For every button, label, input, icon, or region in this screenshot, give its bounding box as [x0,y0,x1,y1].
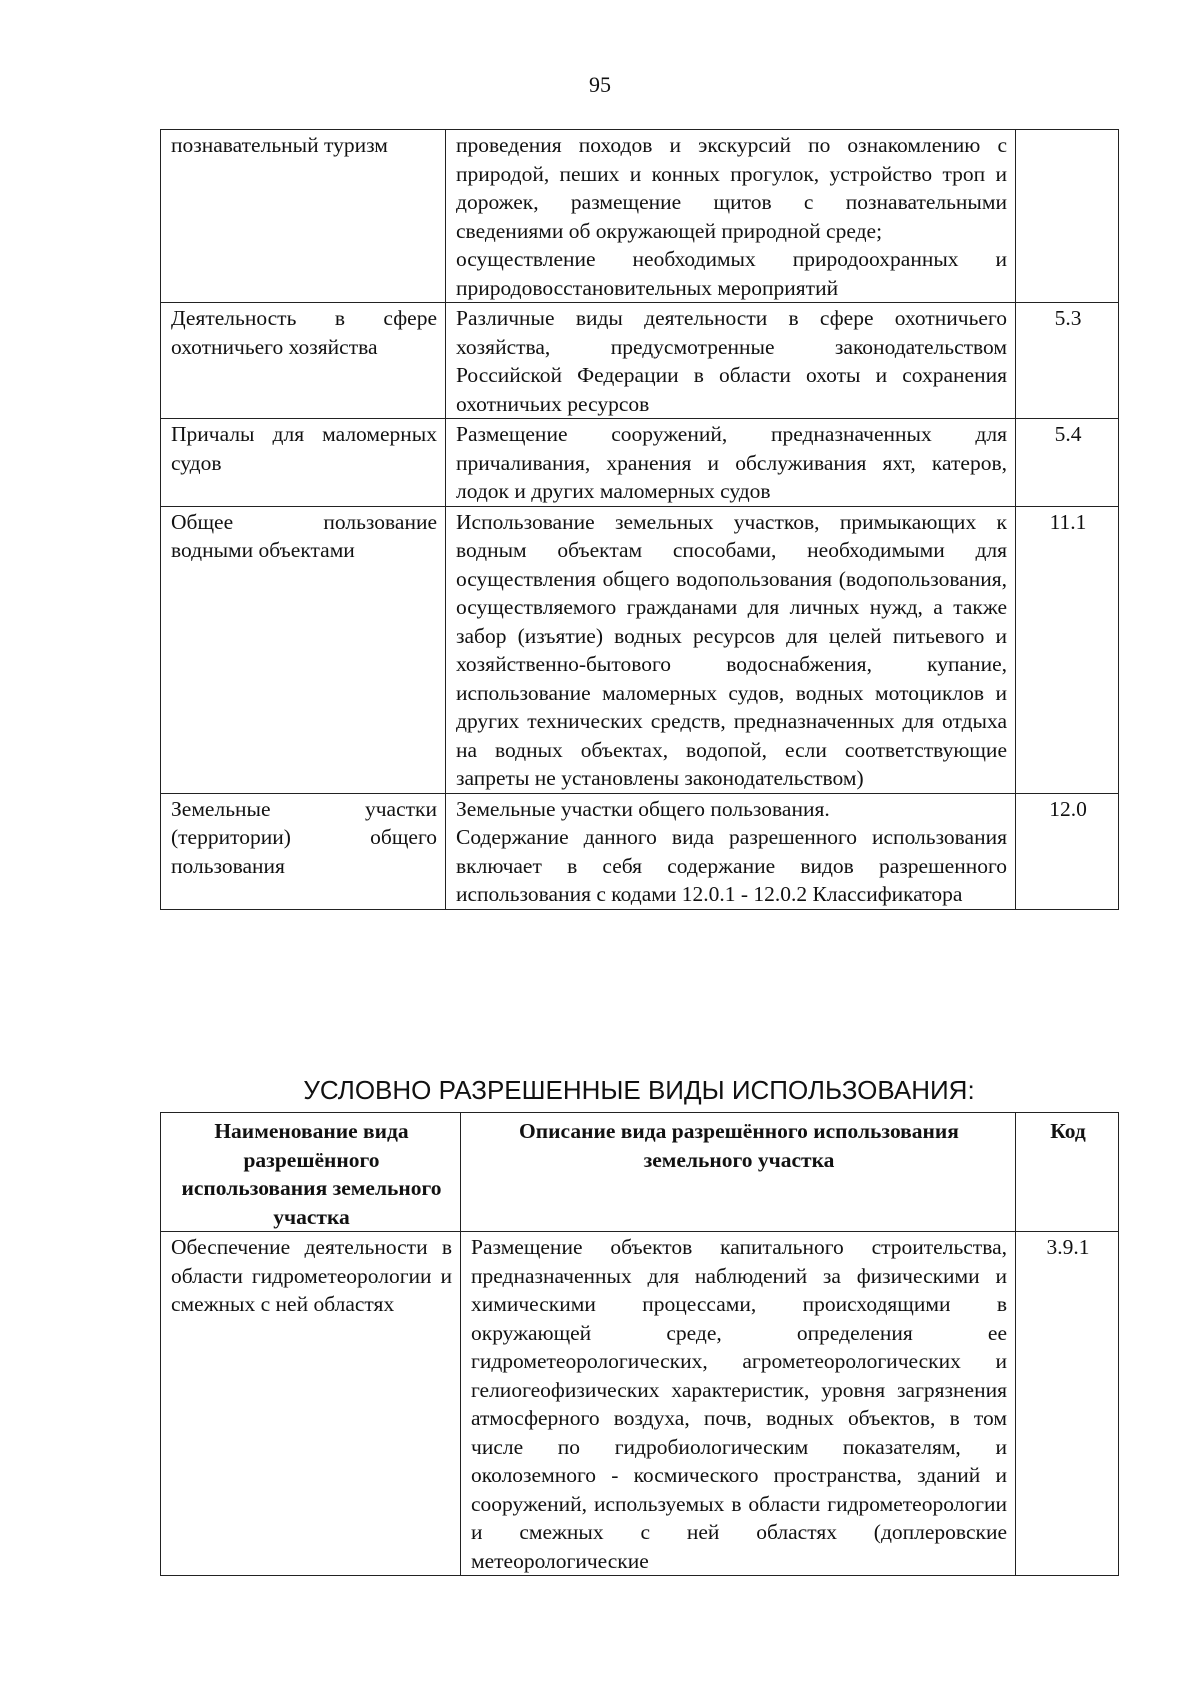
use-description: Различные виды деятельности в сфере охотничьего хозяйства, предусмотренные законодательством Российской Федерации в области охоты и сохранения охотничьих ресурсов [446,303,1016,419]
use-name: Общее пользование водными объектами [161,506,446,793]
use-name: Деятельность в сфере охотничьего хозяйства [161,303,446,419]
header-description: Описание вида разрешённого использования земельного участка [461,1113,1016,1232]
use-description [446,130,1016,303]
header-name: Наименование вида разрешённого использования земельного участка [161,1113,461,1232]
use-description: Размещение сооружений, предназначенных для причаливания, хранения и обслуживания яхт, катеров, лодок и других маломерных судов [446,419,1016,507]
use-description-part: проведения походов и экскурсий по ознакомлению с природой, пеших и конных прогулок, устройство троп и дорожек, размещение щитов с познавательными сведениями об окружающей природной среде; [456,133,1007,243]
page-number: 95 [589,72,611,97]
table-header-row [161,1113,1119,1232]
permitted-uses-table [160,129,1119,910]
use-name: Обеспечение деятельности в области гидрометеорологии и смежных с ней областях [161,1232,461,1576]
header-code: Код [1016,1113,1119,1232]
use-code: 3.9.1 [1016,1232,1119,1576]
section-heading: УСЛОВНО РАЗРЕШЕННЫЕ ВИДЫ ИСПОЛЬЗОВАНИЯ: [303,1075,975,1105]
table-row [161,1232,1119,1576]
use-name: Земельные участки (территории) общего пользования [161,793,446,909]
use-description-part: осуществление необходимых природоохранных и природовосстановительных мероприятий [456,247,1007,300]
use-code: 5.3 [1016,303,1119,419]
table-row [161,506,1119,793]
use-description-part: Земельные участки общего пользования. [456,796,830,821]
use-code [1016,130,1119,303]
use-code: 12.0 [1016,793,1119,909]
table-row [161,303,1119,419]
table-row [161,419,1119,507]
use-description-part: Содержание данного вида разрешенного использования включает в себя содержание видов разрешенного использования с кодами 12.0.1 - 12.0.2 Классификатора [456,825,1007,906]
table-row [161,793,1119,909]
use-name: Причалы для маломерных судов [161,419,446,507]
use-name: познавательный туризм [161,130,446,303]
use-code: 5.4 [1016,419,1119,507]
use-description: Использование земельных участков, примыкающих к водным объектам способами, необходимыми для осуществления общего водопользования (водопользования, осуществляемого гражданами для личных нужд, а также забор (изъятие) водных ресурсов для целей питьевого и хозяйственно-бытового водоснабжения, купание, использование маломерных судов, водных мотоциклов и других технических средств, предназначенных для отдыха на водных объектах, водопой, если соответствующие запреты не установлены законодательством) [446,506,1016,793]
table-row [161,130,1119,303]
use-description [446,793,1016,909]
use-description: Размещение объектов капитального строительства, предназначенных для наблюдений за физическими и химическими процессами, происходящими в окружающей среде, определения ее гидрометеорологических, агрометеорологических и гелиогеофизических характеристик, уровня загрязнения атмосферного воздуха, почв, водных объектов, в том числе по гидробиологическим показателям, и околоземного - космического пространства, зданий и сооружений, используемых в области гидрометеорологии и смежных с ней областях (доплеровские метеорологические [461,1232,1016,1576]
conditional-uses-table [160,1112,1119,1576]
use-code: 11.1 [1016,506,1119,793]
